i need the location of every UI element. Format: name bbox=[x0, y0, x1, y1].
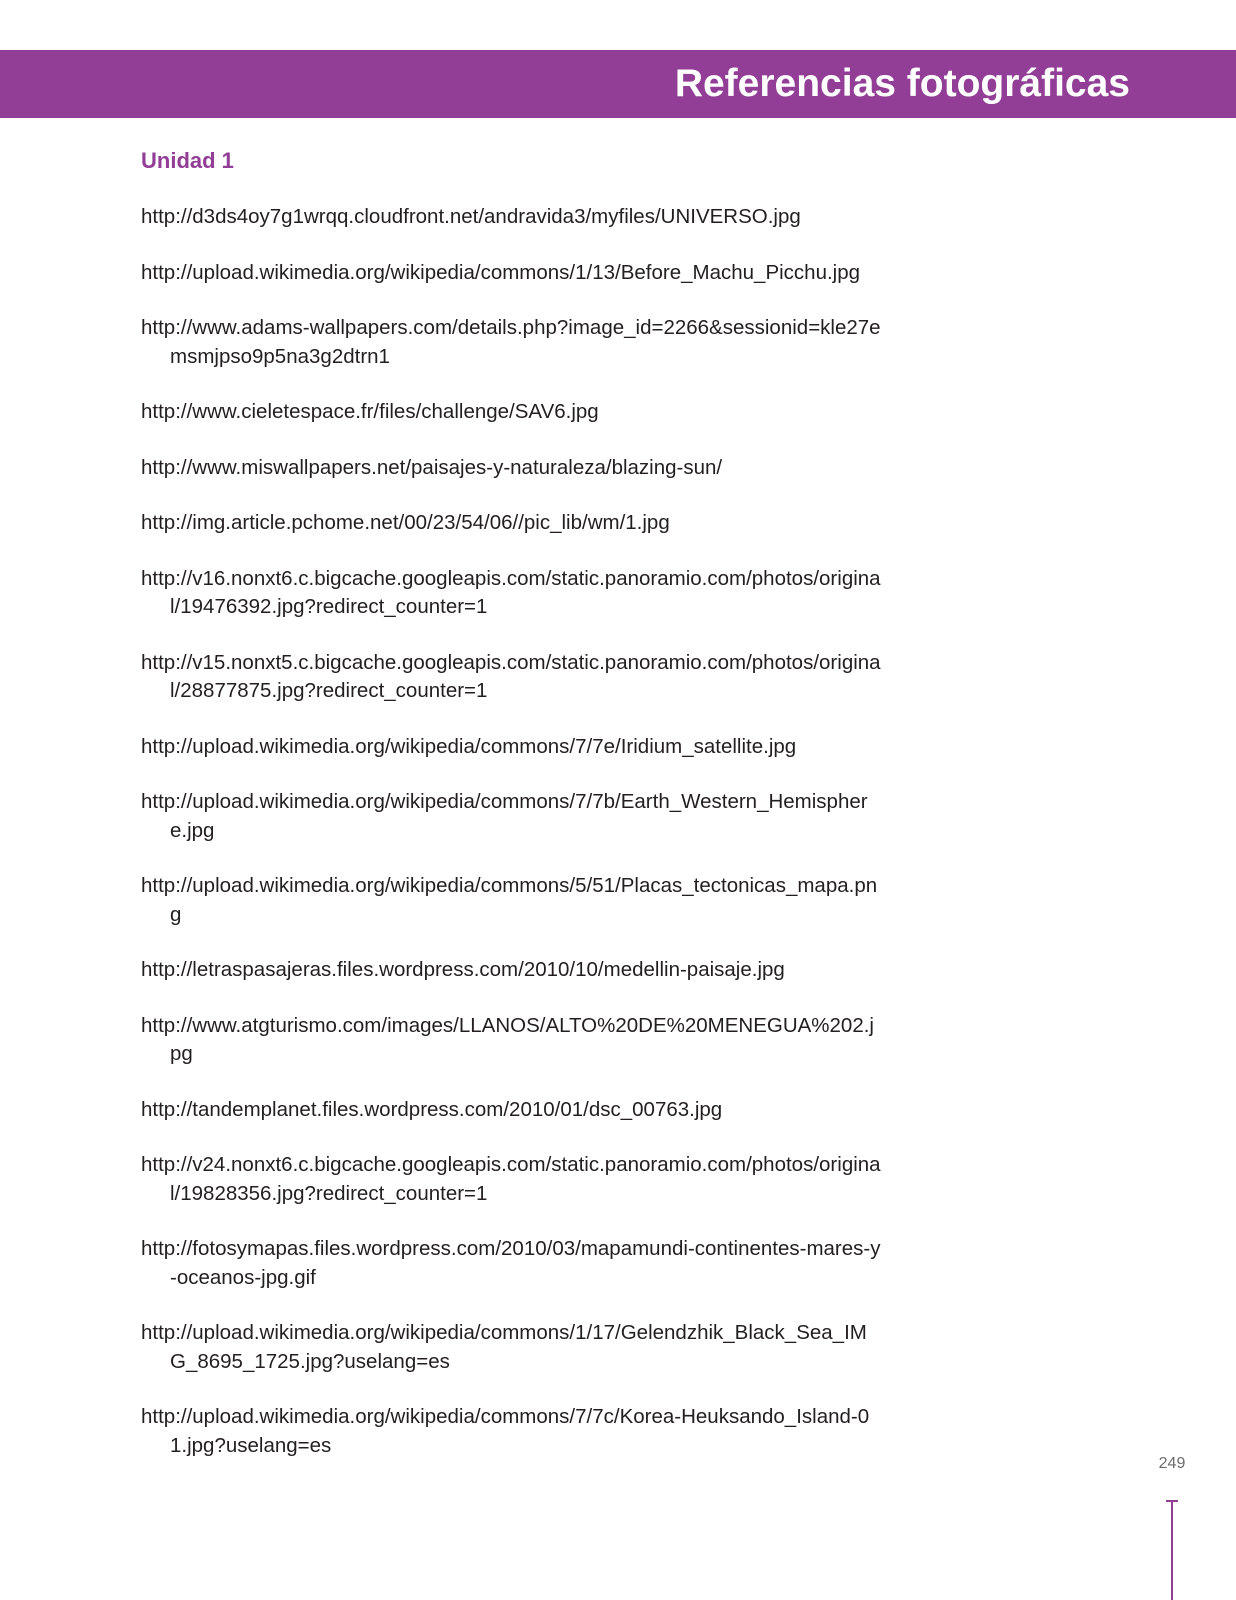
reference-list bbox=[141, 203, 881, 1487]
margin-tick-line bbox=[1171, 1500, 1173, 1600]
reference-item: http://www.adams-wallpapers.com/details.php?image_id=2266&sessionid=kle27emsmjpso9p5na3g2dtrn1 bbox=[141, 316, 881, 368]
reference-item: http://v16.nonxt6.c.bigcache.googleapis.com/static.panoramio.com/photos/original/19476392.jpg?redirect_counter=1 bbox=[141, 566, 881, 618]
reference-item: http://upload.wikimedia.org/wikipedia/commons/7/7e/Iridium_satellite.jpg bbox=[141, 734, 797, 758]
reference-item: http://img.article.pchome.net/00/23/54/06//pic_lib/wm/1.jpg bbox=[141, 511, 670, 534]
page-number: 249 bbox=[1158, 1455, 1186, 1472]
unit-heading: Unidad 1 bbox=[141, 148, 234, 173]
reference-item: http://upload.wikimedia.org/wikipedia/commons/7/7b/Earth_Western_Hemisphere.jpg bbox=[141, 790, 868, 842]
reference-item: http://www.atgturismo.com/images/LLANOS/ALTO%20DE%20MENEGUA%202.jpg bbox=[141, 1013, 874, 1065]
reference-item: http://upload.wikimedia.org/wikipedia/commons/1/13/Before_Machu_Picchu.jpg bbox=[141, 260, 861, 284]
reference-item: http://letraspasajeras.files.wordpress.com/2010/10/medellin-paisaje.jpg bbox=[141, 958, 785, 981]
reference-item: http://upload.wikimedia.org/wikipedia/commons/1/17/Gelendzhik_Black_Sea_IMG_8695_1725.jpg?uselang=es bbox=[141, 1321, 867, 1373]
header-band bbox=[0, 50, 1236, 118]
reference-item: http://d3ds4oy7g1wrqq.cloudfront.net/andravida3/myfiles/UNIVERSO.jpg bbox=[141, 205, 801, 228]
page-title: Referencias fotográficas bbox=[674, 62, 1130, 105]
reference-item: http://tandemplanet.files.wordpress.com/2010/01/dsc_00763.jpg bbox=[141, 1097, 723, 1121]
reference-item: http://www.cieletespace.fr/files/challenge/SAV6.jpg bbox=[141, 400, 599, 423]
reference-item: http://upload.wikimedia.org/wikipedia/commons/7/7c/Korea-Heuksando_Island-01.jpg?uselang=es bbox=[141, 1405, 870, 1457]
reference-item: http://v24.nonxt6.c.bigcache.googleapis.com/static.panoramio.com/photos/original/19828356.jpg?redirect_counter=1 bbox=[141, 1153, 881, 1205]
reference-item: http://www.miswallpapers.net/paisajes-y-naturaleza/blazing-sun/ bbox=[141, 455, 723, 479]
reference-item: http://upload.wikimedia.org/wikipedia/commons/5/51/Placas_tectonicas_mapa.png bbox=[141, 874, 878, 926]
reference-item: http://fotosymapas.files.wordpress.com/2010/03/mapamundi-continentes-mares-y-oceanos-jpg.gif bbox=[141, 1237, 881, 1289]
reference-item: http://v15.nonxt5.c.bigcache.googleapis.com/static.panoramio.com/photos/original/28877875.jpg?redirect_counter=1 bbox=[141, 650, 881, 702]
